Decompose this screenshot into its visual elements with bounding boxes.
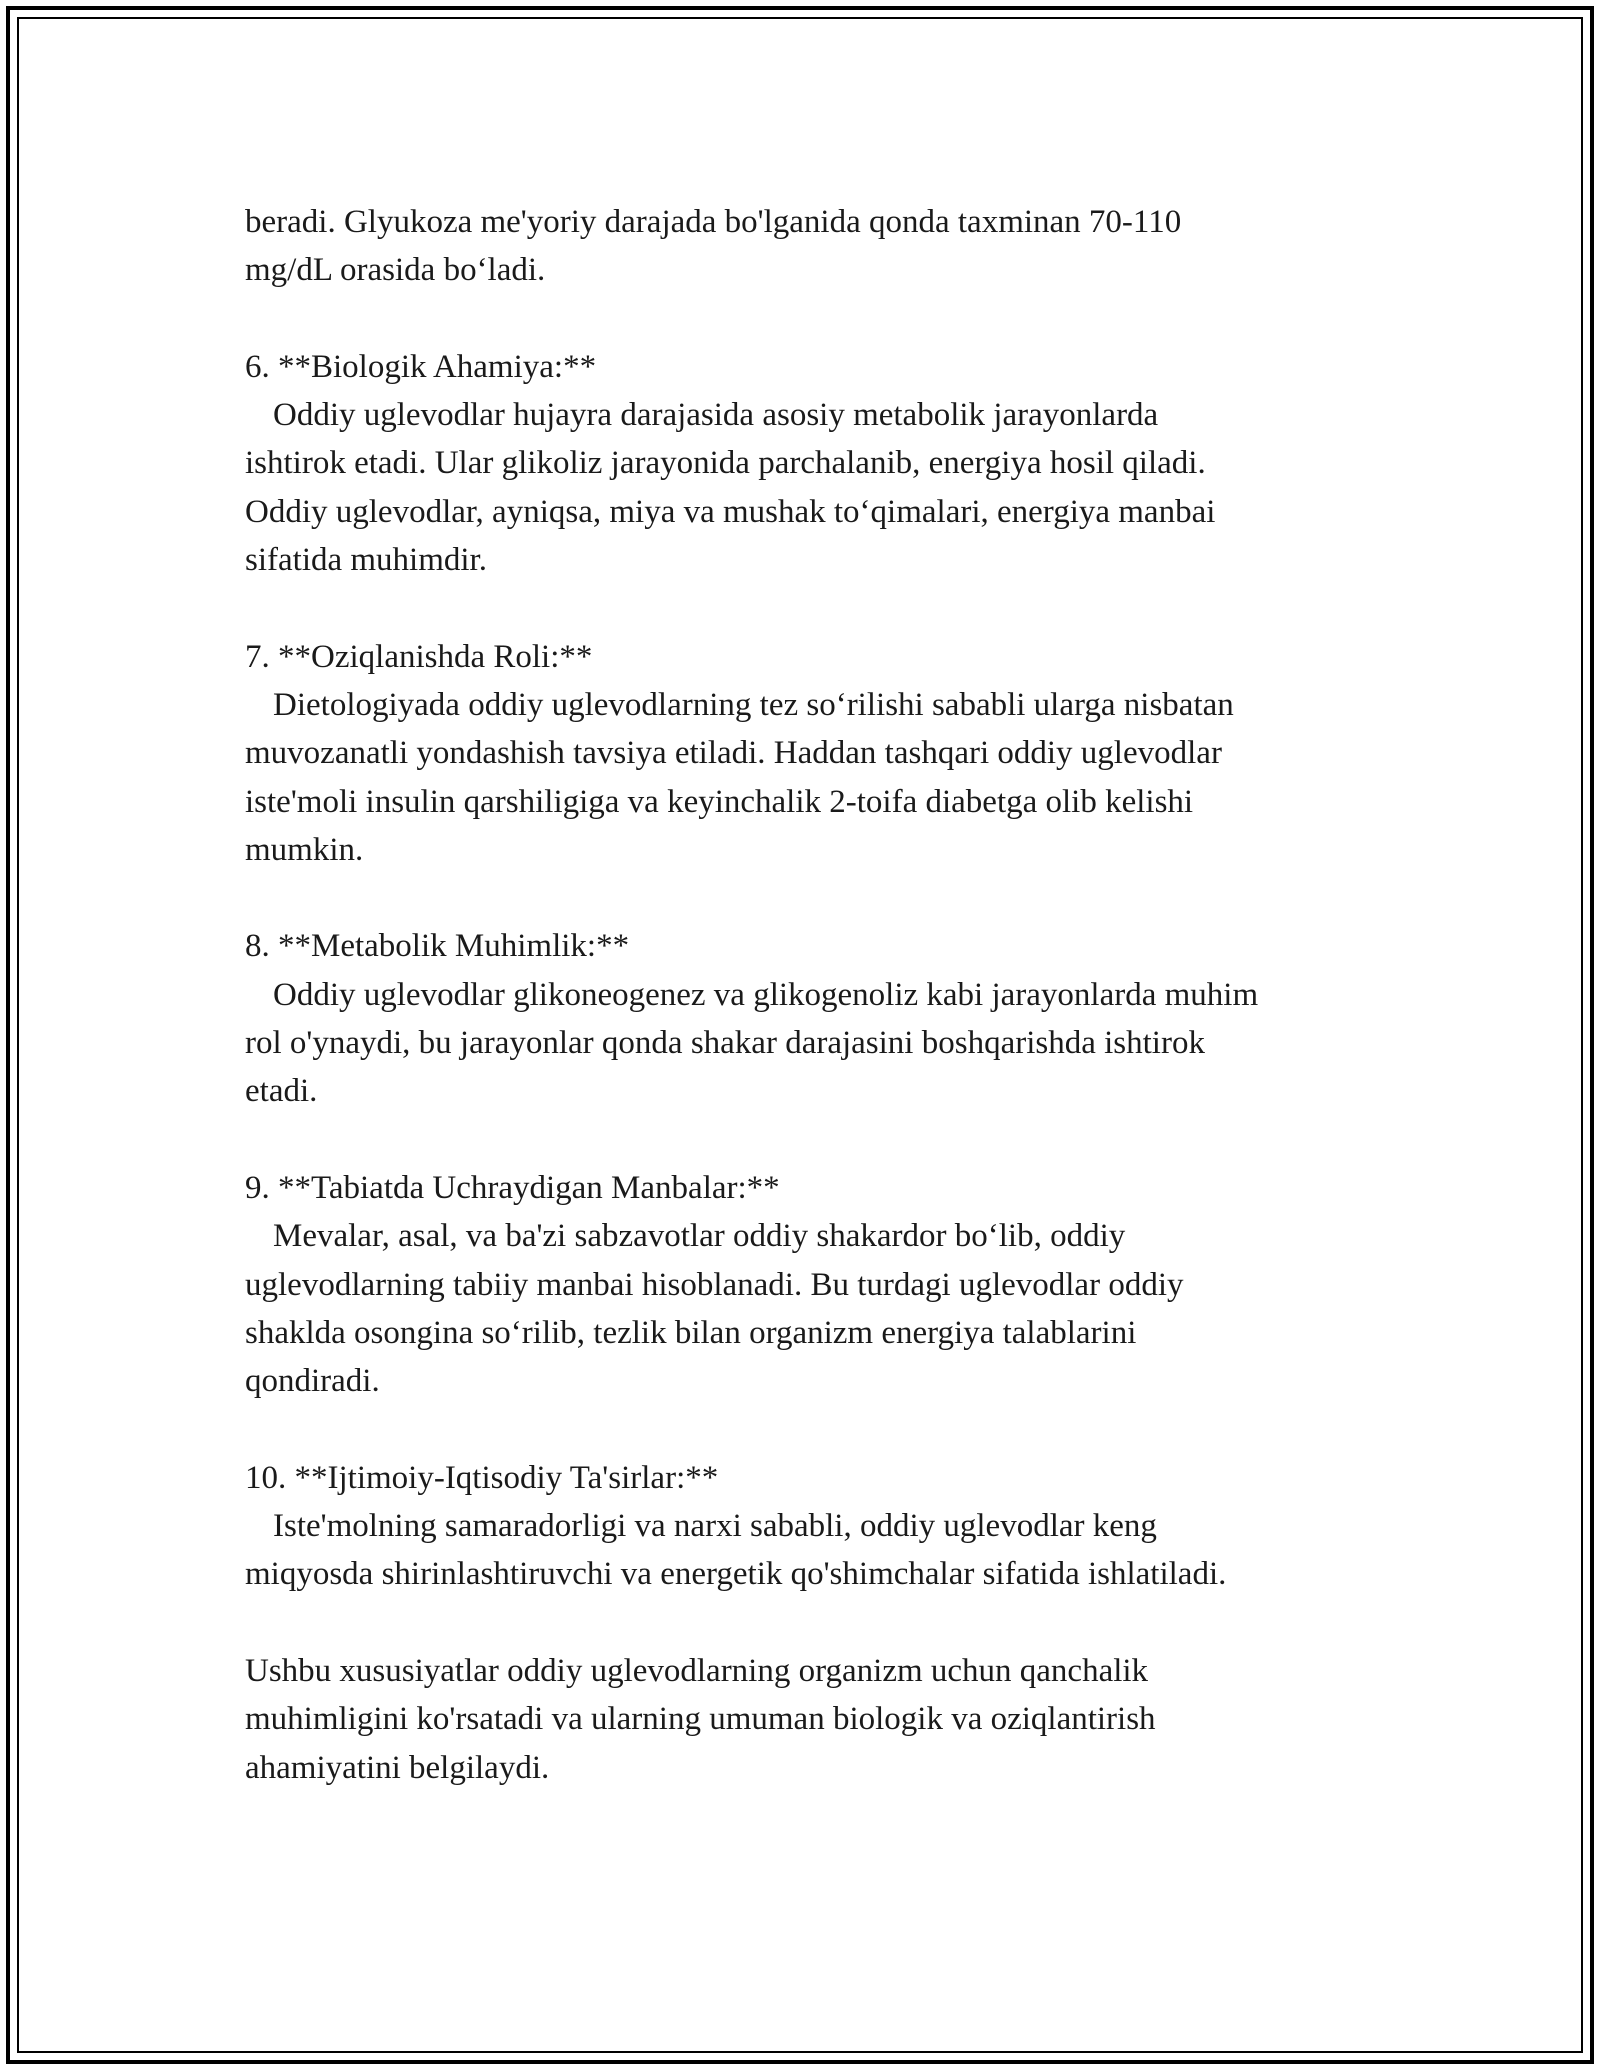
paragraph-gap xyxy=(245,584,1385,632)
section-line: Oddiy uglevodlar glikoneogenez va glikogenoliz kabi jarayonlarda muhim xyxy=(273,976,1259,1013)
section-line: Iste'molning samaradorligi va narxi sababli, oddiy uglevodlar keng xyxy=(273,1508,1157,1545)
section-heading: 9. **Tabiatda Uchraydigan Manbalar:** xyxy=(245,1169,780,1206)
paragraph-gap xyxy=(245,295,1385,343)
conclusion-line: ahamiyatini belgilaydi. xyxy=(245,1749,550,1786)
paragraph-gap xyxy=(245,874,1385,922)
section-biologik-ahamiya xyxy=(245,343,1385,584)
conclusion-line: muhimligini ko'rsatadi va ularning umuman biologik va oziqlantirish xyxy=(245,1701,1156,1738)
section-oziqlanishda-roli xyxy=(245,633,1385,874)
section-heading: 7. **Oziqlanishda Roli:** xyxy=(245,638,593,675)
section-line: qondiradi. xyxy=(245,1363,380,1400)
section-line: Mevalar, asal, va ba'zi sabzavotlar oddiy shakardor bo‘lib, oddiy xyxy=(273,1218,1126,1255)
section-metabolik-muhimlik xyxy=(245,922,1385,1115)
conclusion-line: Ushbu xususiyatlar oddiy uglevodlarning organizm uchun qanchalik xyxy=(245,1652,1149,1689)
section-line: iste'moli insulin qarshiligiga va keyinchalik 2-toifa diabetga olib kelishi xyxy=(245,783,1194,820)
paragraph-gap xyxy=(245,1599,1385,1647)
section-line: ishtirok etadi. Ular glikoliz jarayonida parchalanib, energiya hosil qiladi. xyxy=(245,445,1206,482)
document-body xyxy=(245,198,1385,1792)
section-line: etadi. xyxy=(245,1073,318,1110)
section-line: shaklda osongina so‘rilib, tezlik bilan organizm energiya talablarini xyxy=(245,1314,1137,1351)
section-heading: 10. **Ijtimoiy-Iqtisodiy Ta'sirlar:** xyxy=(245,1459,719,1496)
section-line: rol o'ynaydi, bu jarayonlar qonda shakar darajasini boshqarishda ishtirok xyxy=(245,1025,1205,1062)
intro-line: mg/dL orasida bo‘ladi. xyxy=(245,252,546,289)
section-heading: 6. **Biologik Ahamiya:** xyxy=(245,348,597,385)
section-line: Oddiy uglevodlar, ayniqsa, miya va mushak to‘qimalari, energiya manbai xyxy=(245,493,1216,530)
section-line: miqyosda shirinlashtiruvchi va energetik qo'shimchalar sifatida ishlatiladi. xyxy=(245,1556,1227,1593)
section-tabiatda-manbalar xyxy=(245,1164,1385,1405)
section-line: muvozanatli yondashish tavsiya etiladi. Haddan tashqari oddiy uglevodlar xyxy=(245,735,1222,772)
section-line: Oddiy uglevodlar hujayra darajasida asosiy metabolik jarayonlarda xyxy=(273,397,1159,434)
section-heading: 8. **Metabolik Muhimlik:** xyxy=(245,928,630,965)
section-ijtimoiy-iqtisodiy xyxy=(245,1454,1385,1599)
page-frame xyxy=(6,6,1594,2064)
section-line: sifatida muhimdir. xyxy=(245,542,487,579)
section-line: Dietologiyada oddiy uglevodlarning tez so‘rilishi sababli ularga nisbatan xyxy=(273,686,1234,723)
conclusion-paragraph xyxy=(245,1647,1385,1792)
intro-line: beradi. Glyukoza me'yoriy darajada bo'lganida qonda taxminan 70-110 xyxy=(245,204,1182,240)
section-line: uglevodlarning tabiiy manbai hisoblanadi. Bu turdagi uglevodlar oddiy xyxy=(245,1266,1184,1303)
section-line: mumkin. xyxy=(245,831,364,868)
paragraph-gap xyxy=(245,1116,1385,1164)
paragraph-gap xyxy=(245,1405,1385,1453)
